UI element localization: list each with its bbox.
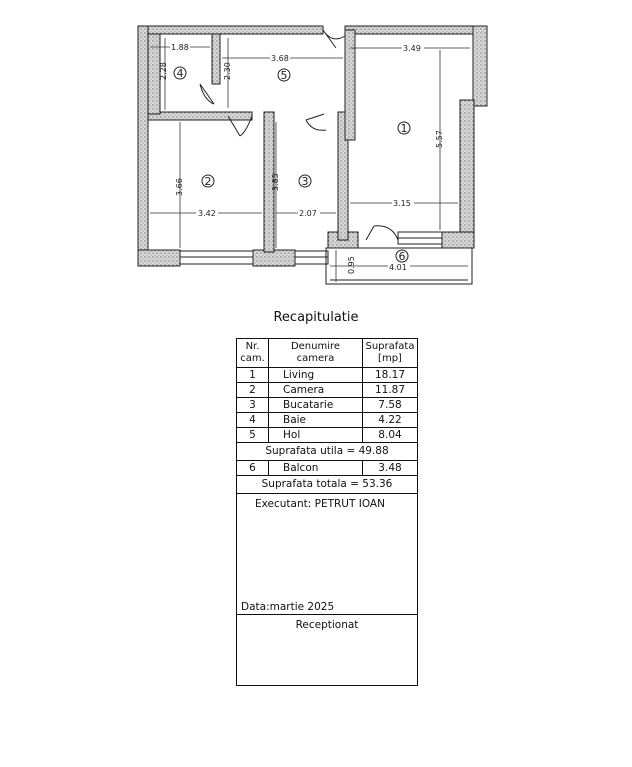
header-area: Suprafata [mp] xyxy=(363,339,418,368)
row-area: 7.58 xyxy=(363,398,418,413)
balcony-area: 3.48 xyxy=(363,461,418,476)
useful-area: Suprafata utila = 49.88 xyxy=(237,443,418,461)
wall-top-right xyxy=(345,26,487,34)
dim-bath-height: 2.28 xyxy=(159,62,168,80)
door-bath xyxy=(200,84,214,104)
table-row xyxy=(237,398,418,413)
balcony-name: Balcon xyxy=(269,461,363,476)
table-row xyxy=(237,383,418,398)
received: Receptionat xyxy=(237,615,418,686)
row-name: Hol xyxy=(269,428,363,443)
row-name: Baie xyxy=(269,413,363,428)
wall-left xyxy=(138,26,148,266)
recap-table xyxy=(236,338,418,686)
dim-living-bottom: 3.15 xyxy=(393,199,411,208)
wall-top-left xyxy=(138,26,323,34)
dim-bath-width: 1.88 xyxy=(171,43,189,52)
header-nr: Nr. cam. xyxy=(237,339,269,368)
wall-right xyxy=(473,26,487,106)
row-nr: 3 xyxy=(237,398,269,413)
balcony-row xyxy=(237,461,418,476)
wall-balcony-right xyxy=(442,232,474,248)
row-nr: 1 xyxy=(237,368,269,383)
dim-room2-width: 3.42 xyxy=(198,209,216,218)
room-number-5: 5 xyxy=(280,69,288,82)
room-number-2: 2 xyxy=(204,175,212,188)
row-nr: 2 xyxy=(237,383,269,398)
row-area: 8.04 xyxy=(363,428,418,443)
useful-area-row xyxy=(237,443,418,461)
row-name: Living xyxy=(269,368,363,383)
dim-balcony-width: 4.01 xyxy=(389,263,407,272)
row-nr: 5 xyxy=(237,428,269,443)
door-room-3 xyxy=(306,114,326,130)
executant-row xyxy=(237,494,418,615)
wall-int-hall xyxy=(345,30,355,140)
table-row xyxy=(237,413,418,428)
room-number-1: 1 xyxy=(400,122,408,135)
room-number-4: 4 xyxy=(176,67,184,80)
dim-kitchen-width: 2.07 xyxy=(299,209,317,218)
door-entrance xyxy=(323,30,345,48)
row-name: Bucatarie xyxy=(269,398,363,413)
dimension-lines xyxy=(150,38,470,282)
total-area: Suprafata totala = 53.36 xyxy=(237,476,418,494)
dim-living-width: 3.49 xyxy=(403,44,421,53)
room-number-6: 6 xyxy=(398,250,406,263)
door-balcony xyxy=(366,226,398,240)
dim-living-height: 5.57 xyxy=(435,130,444,148)
recap-title: Recapitulatie xyxy=(273,310,359,325)
dim-kitchen-height: 3.85 xyxy=(271,173,280,191)
row-area: 18.17 xyxy=(363,368,418,383)
executant: Executant: PETRUT IOAN xyxy=(255,498,385,510)
received-row xyxy=(237,615,418,686)
row-area: 11.87 xyxy=(363,383,418,398)
dim-room2-height: 3.66 xyxy=(175,178,184,196)
wall-int-4-2 xyxy=(148,112,252,120)
row-area: 4.22 xyxy=(363,413,418,428)
header-name: Denumire camera xyxy=(269,339,363,368)
windows xyxy=(180,232,472,284)
table-row xyxy=(237,368,418,383)
table-header xyxy=(237,339,418,368)
table-row xyxy=(237,428,418,443)
wall-right-lower xyxy=(460,100,474,232)
floor-plan xyxy=(0,0,632,300)
row-name: Camera xyxy=(269,383,363,398)
dim-hall-width: 3.68 xyxy=(271,54,289,63)
dim-hall-height: 2.30 xyxy=(223,62,232,80)
room-number-3: 3 xyxy=(301,175,309,188)
wall-int-4-5 xyxy=(212,34,220,84)
date: Data:martie 2025 xyxy=(241,601,335,613)
dim-balcony-depth: 0.95 xyxy=(347,256,356,274)
row-nr: 4 xyxy=(237,413,269,428)
room-markers xyxy=(174,67,410,263)
balcony-nr: 6 xyxy=(237,461,269,476)
total-area-row xyxy=(237,476,418,494)
wall-bottom-left xyxy=(138,250,180,266)
